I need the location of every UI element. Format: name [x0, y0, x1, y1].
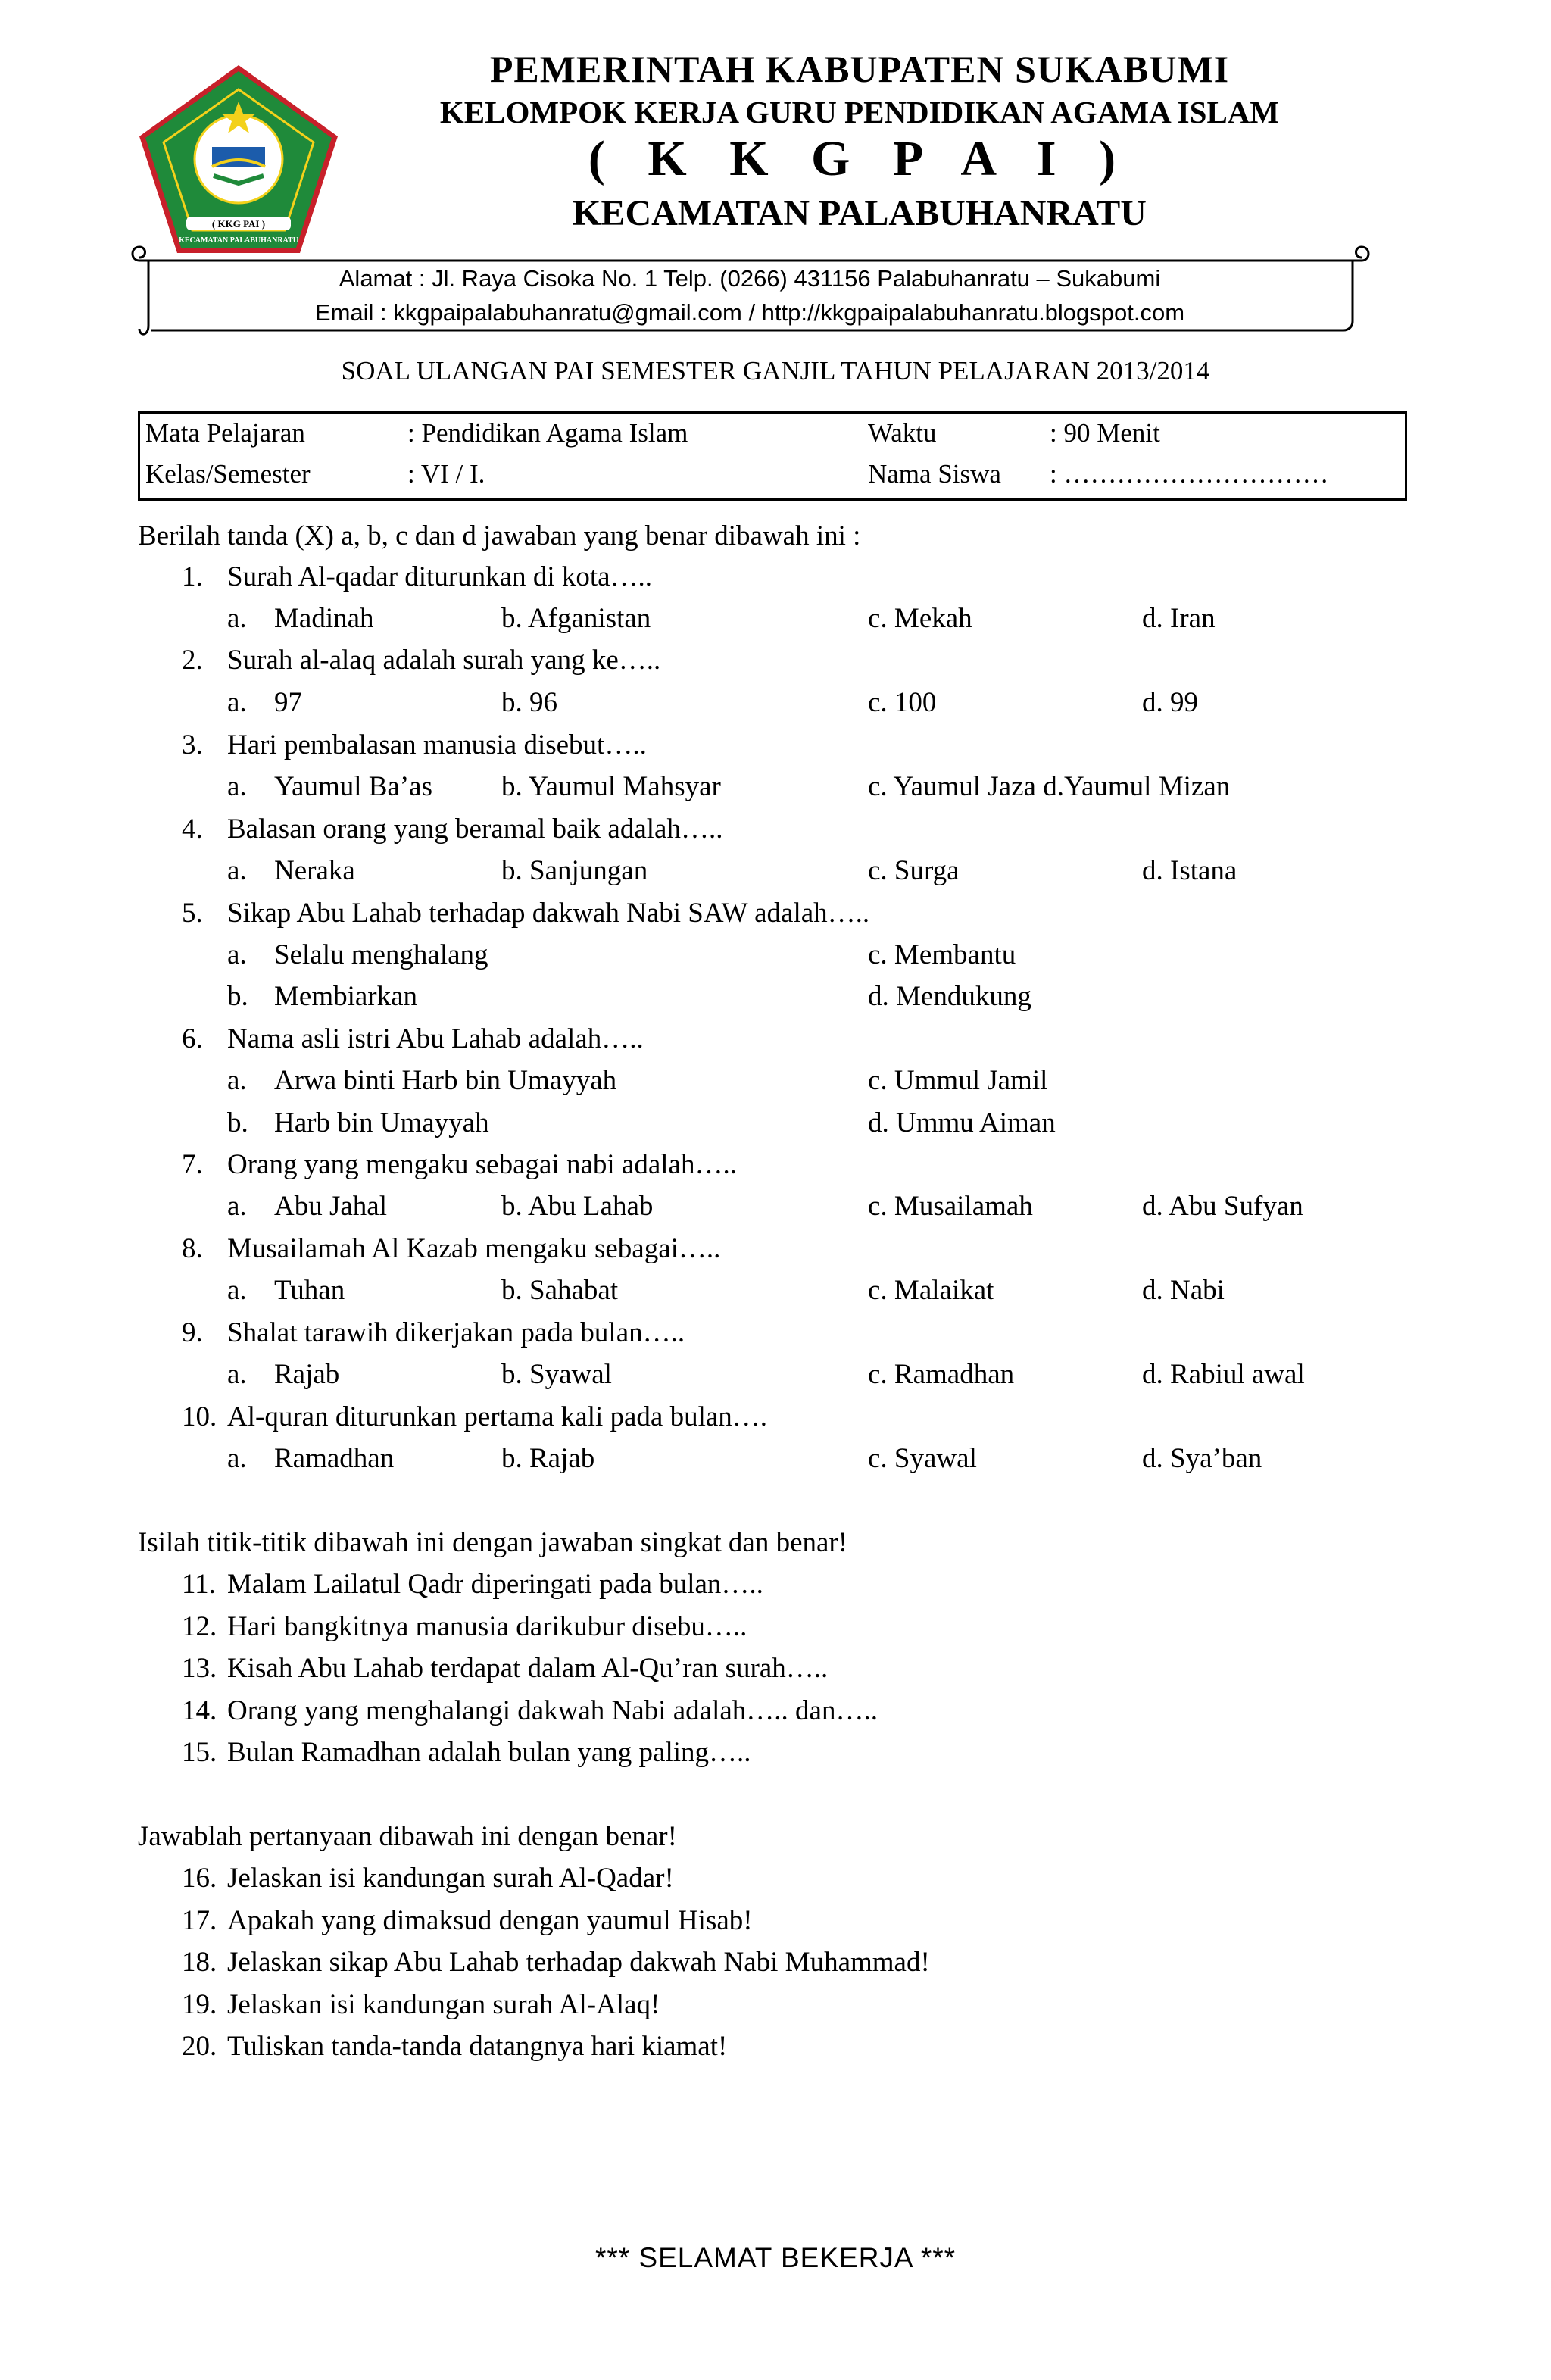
option-letter: a.: [227, 939, 247, 970]
question-number: 3.: [182, 729, 203, 761]
option-text: b. Abu Lahab: [501, 1191, 654, 1222]
option-text: c. Mekah: [868, 603, 972, 634]
question-number: 13.: [182, 1653, 217, 1684]
question-number: 9.: [182, 1317, 203, 1348]
class-value: : VI / I.: [407, 459, 485, 489]
question-number: 12.: [182, 1611, 217, 1642]
question-text: Jelaskan isi kandungan surah Al-Alaq!: [227, 1989, 660, 2020]
logo-badge-text: ( KKG PAI ): [211, 218, 266, 230]
option-letter: a.: [227, 603, 247, 634]
option-text: d. Istana: [1142, 855, 1237, 886]
question-number: 1.: [182, 561, 203, 592]
question-text: Musailamah Al Kazab mengaku sebagai…..: [227, 1233, 721, 1264]
subject-label: Mata Pelajaran: [145, 418, 305, 448]
option-text: 97: [274, 687, 302, 718]
time-value: : 90 Menit: [1050, 418, 1160, 448]
option-text: b. 96: [501, 687, 557, 718]
question-text: Surah al-alaq adalah surah yang ke…..: [227, 645, 661, 676]
option-text: c. Yaumul Jaza d.Yaumul Mizan: [868, 771, 1231, 802]
question-text: Hari bangkitnya manusia darikubur disebu…..: [227, 1611, 747, 1642]
option-text: b. Sanjungan: [501, 855, 648, 886]
option-text: d. 99: [1142, 687, 1198, 718]
logo-sub-text: KECAMATAN PALABUHANRATU: [179, 236, 298, 245]
option-letter: b.: [227, 981, 248, 1012]
question-text: Kisah Abu Lahab terdapat dalam Al-Qu’ran surah…..: [227, 1653, 829, 1684]
option-text: c. Malaikat: [868, 1275, 994, 1306]
time-label: Waktu: [868, 418, 937, 448]
footer-greeting: *** SELAMAT BEKERJA ***: [594, 2242, 957, 2273]
header-line-2: KELOMPOK KERJA GURU PENDIDIKAN AGAMA ISLAM: [439, 95, 1280, 130]
question-number: 15.: [182, 1737, 217, 1768]
option-text: Membiarkan: [274, 981, 418, 1012]
question-number: 17.: [182, 1905, 217, 1936]
option-text: c. Membantu: [868, 939, 1016, 970]
option-text: b. Yaumul Mahsyar: [501, 771, 721, 802]
question-number: 5.: [182, 898, 203, 929]
option-text: b. Syawal: [501, 1359, 612, 1390]
question-text: Nama asli istri Abu Lahab adalah…..: [227, 1023, 644, 1054]
option-text: d. Abu Sufyan: [1142, 1191, 1303, 1222]
question-text: Hari pembalasan manusia disebut…..: [227, 729, 647, 761]
question-text: Al-quran diturunkan pertama kali pada bulan….: [227, 1401, 768, 1432]
option-text: Rajab: [274, 1359, 340, 1390]
question-number: 4.: [182, 814, 203, 845]
option-text: Neraka: [274, 855, 355, 886]
email-line: Email : kkgpaipalabuhanratu@gmail.com / http://kkgpaipalabuhanratu.blogspot.com: [314, 299, 1185, 326]
question-text: Orang yang mengaku sebagai nabi adalah…..: [227, 1149, 737, 1180]
question-text: Malam Lailatul Qadr diperingati pada bulan…..: [227, 1569, 763, 1600]
question-text: Sikap Abu Lahab terhadap dakwah Nabi SAW adalah…..: [227, 898, 870, 929]
option-text: d. Nabi: [1142, 1275, 1225, 1306]
option-letter: a.: [227, 771, 247, 802]
class-label: Kelas/Semester: [145, 459, 311, 489]
option-letter: a.: [227, 1443, 247, 1474]
question-number: 2.: [182, 645, 203, 676]
option-text: c. Surga: [868, 855, 960, 886]
section3-instruction: Jawablah pertanyaan dibawah ini dengan benar!: [138, 1821, 677, 1852]
question-number: 10.: [182, 1401, 217, 1432]
option-text: b. Afganistan: [501, 603, 651, 634]
header-line-4: KECAMATAN PALABUHANRATU: [573, 193, 1147, 233]
question-number: 6.: [182, 1023, 203, 1054]
exam-title: SOAL ULANGAN PAI SEMESTER GANJIL TAHUN PELAJARAN 2013/2014: [341, 356, 1210, 386]
option-text: c. 100: [868, 687, 937, 718]
name-value: : …………………………: [1050, 459, 1329, 489]
question-number: 7.: [182, 1149, 203, 1180]
question-number: 18.: [182, 1947, 217, 1978]
option-text: Tuhan: [274, 1275, 345, 1306]
question-text: Balasan orang yang beramal baik adalah…..: [227, 814, 723, 845]
option-text: Yaumul Ba’as: [274, 771, 432, 802]
option-text: Selalu menghalang: [274, 939, 488, 970]
option-text: Abu Jahal: [274, 1191, 387, 1222]
option-text: d. Iran: [1142, 603, 1216, 634]
subject-value: : Pendidikan Agama Islam: [407, 418, 688, 448]
option-text: d. Rabiul awal: [1142, 1359, 1305, 1390]
question-number: 19.: [182, 1989, 217, 2020]
option-text: Arwa binti Harb bin Umayyah: [274, 1065, 617, 1096]
option-text: d. Ummu Aiman: [868, 1107, 1056, 1138]
question-number: 8.: [182, 1233, 203, 1264]
option-text: b. Rajab: [501, 1443, 595, 1474]
option-letter: b.: [227, 1107, 248, 1138]
question-text: Tuliskan tanda-tanda datangnya hari kiamat!: [227, 2031, 728, 2062]
question-text: Surah Al-qadar diturunkan di kota…..: [227, 561, 653, 592]
option-text: c. Syawal: [868, 1443, 977, 1474]
option-text: Ramadhan: [274, 1443, 395, 1474]
question-text: Shalat tarawih dikerjakan pada bulan…..: [227, 1317, 685, 1348]
section2-instruction: Isilah titik-titik dibawah ini dengan jawaban singkat dan benar!: [138, 1527, 848, 1558]
option-letter: a.: [227, 1065, 247, 1096]
option-letter: a.: [227, 1359, 247, 1390]
header-line-1: PEMERINTAH KABUPATEN SUKABUMI: [489, 48, 1230, 90]
address-line: Alamat : Jl. Raya Cisoka No. 1 Telp. (0266) 431156 Palabuhanratu – Sukabumi: [339, 265, 1161, 292]
question-number: 16.: [182, 1863, 217, 1894]
question-number: 20.: [182, 2031, 217, 2062]
option-text: c. Ummul Jamil: [868, 1065, 1048, 1096]
option-text: b. Sahabat: [501, 1275, 619, 1306]
option-letter: a.: [227, 1191, 247, 1222]
question-number: 11.: [182, 1569, 216, 1600]
option-text: d. Mendukung: [868, 981, 1031, 1012]
name-label: Nama Siswa: [868, 459, 1001, 489]
question-text: Orang yang menghalangi dakwah Nabi adalah….. dan…..: [227, 1695, 878, 1726]
question-text: Bulan Ramadhan adalah bulan yang paling…..: [227, 1737, 751, 1768]
question-number: 14.: [182, 1695, 217, 1726]
header-line-3: ( K K G P A I ): [588, 131, 1131, 186]
option-letter: a.: [227, 687, 247, 718]
option-letter: a.: [227, 1275, 247, 1306]
option-text: c. Musailamah: [868, 1191, 1033, 1222]
option-text: Harb bin Umayyah: [274, 1107, 489, 1138]
option-letter: a.: [227, 855, 247, 886]
section1-instruction: Berilah tanda (X) a, b, c dan d jawaban yang benar dibawah ini :: [138, 520, 861, 551]
question-text: Jelaskan isi kandungan surah Al-Qadar!: [227, 1863, 674, 1894]
option-text: Madinah: [274, 603, 374, 634]
option-text: d. Sya’ban: [1142, 1443, 1262, 1474]
question-text: Jelaskan sikap Abu Lahab terhadap dakwah Nabi Muhammad!: [227, 1947, 930, 1978]
option-text: c. Ramadhan: [868, 1359, 1015, 1390]
question-text: Apakah yang dimaksud dengan yaumul Hisab!: [227, 1905, 753, 1936]
